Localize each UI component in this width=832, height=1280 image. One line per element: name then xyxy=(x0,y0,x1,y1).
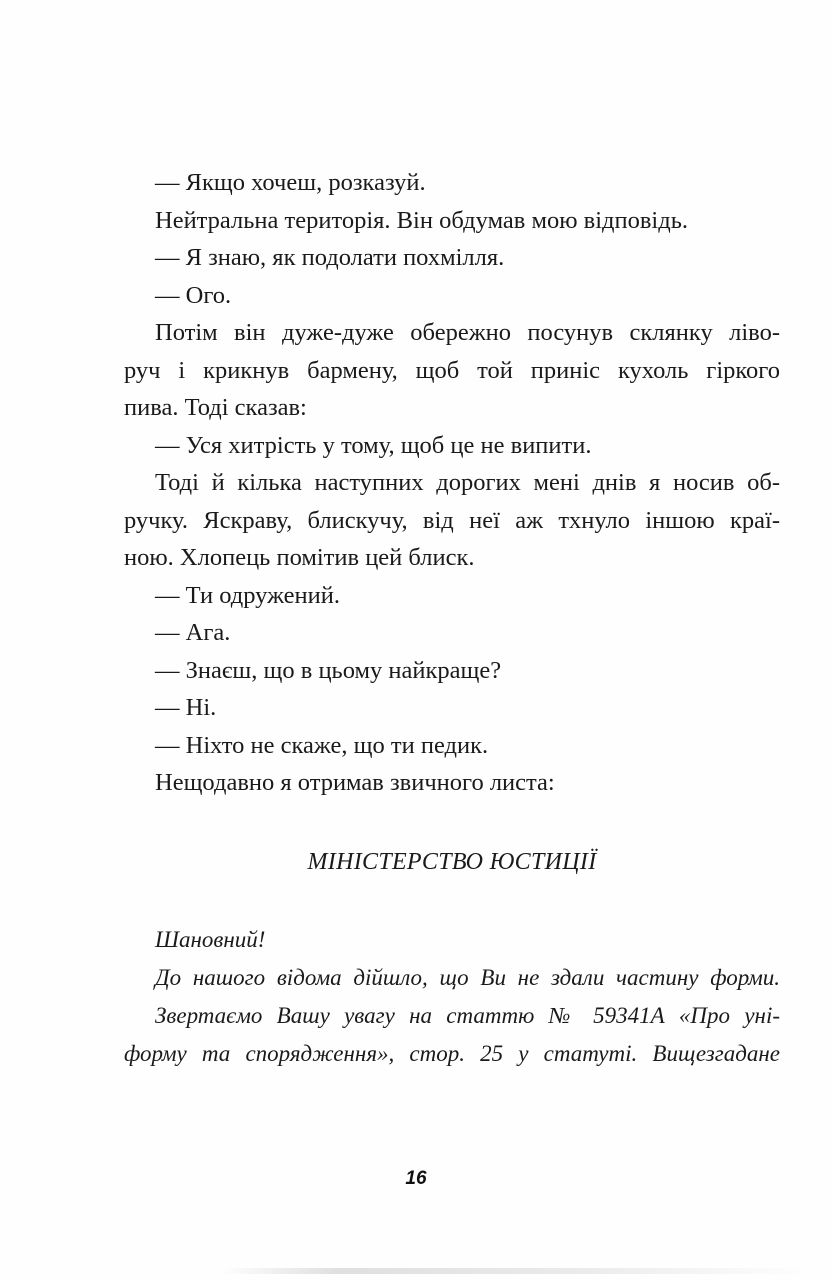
text-line: — Ага. xyxy=(155,619,231,646)
text-line: — Ого. xyxy=(155,281,232,309)
text-line: пива. Тоді сказав: xyxy=(124,394,307,421)
text-line: ною. Хлопець помітив цей блиск. xyxy=(124,544,475,571)
body-text xyxy=(124,164,780,802)
page-number: 16 xyxy=(405,1168,427,1189)
text-line: ручку. Яскраву, блискучу, від неї аж тхнуло іншою краї- xyxy=(124,506,780,534)
text-line: Нейтральна територія. Він обдумав мою відповідь. xyxy=(155,206,688,234)
letter-line: До нашого відома дійшло, що Ви не здали частину форми. xyxy=(155,965,780,990)
text-line: руч і крикнув бармену, щоб той приніс кухоль гіркого xyxy=(124,356,780,384)
text-line: — Ти одружений. xyxy=(155,581,341,609)
letter-line: форму та спорядження», стор. 25 у статуті. Вищезгадане xyxy=(124,1041,780,1066)
letter-line: Шановний! xyxy=(155,927,266,952)
text-line: — Ні. xyxy=(155,694,217,721)
text-line: — Я знаю, як подолати похмілля. xyxy=(155,244,505,271)
letter-heading: МІНІСТЕРСТВО ЮСТИЦІЇ xyxy=(307,849,597,875)
scan-edge-shadow xyxy=(220,1268,810,1274)
text-line: Потім він дуже-дуже обережно посунув склянку ліво- xyxy=(155,319,780,346)
text-line: — Уся хитрість у тому, щоб це не випити. xyxy=(155,431,592,459)
text-line: Тоді й кілька наступних дорогих мені днів я носив об- xyxy=(155,469,780,496)
letter-line: Звертаємо Вашу увагу на статтю № 59341А «Про уні- xyxy=(155,1003,780,1028)
text-line: — Знаєш, що в цьому найкраще? xyxy=(155,656,502,684)
text-line: — Ніхто не скаже, що ти педик. xyxy=(155,731,489,759)
letter-body xyxy=(124,921,780,1073)
text-line: Нещодавно я отримав звичного листа: xyxy=(155,769,555,796)
text-line: — Якщо хочеш, розказуй. xyxy=(155,169,426,196)
